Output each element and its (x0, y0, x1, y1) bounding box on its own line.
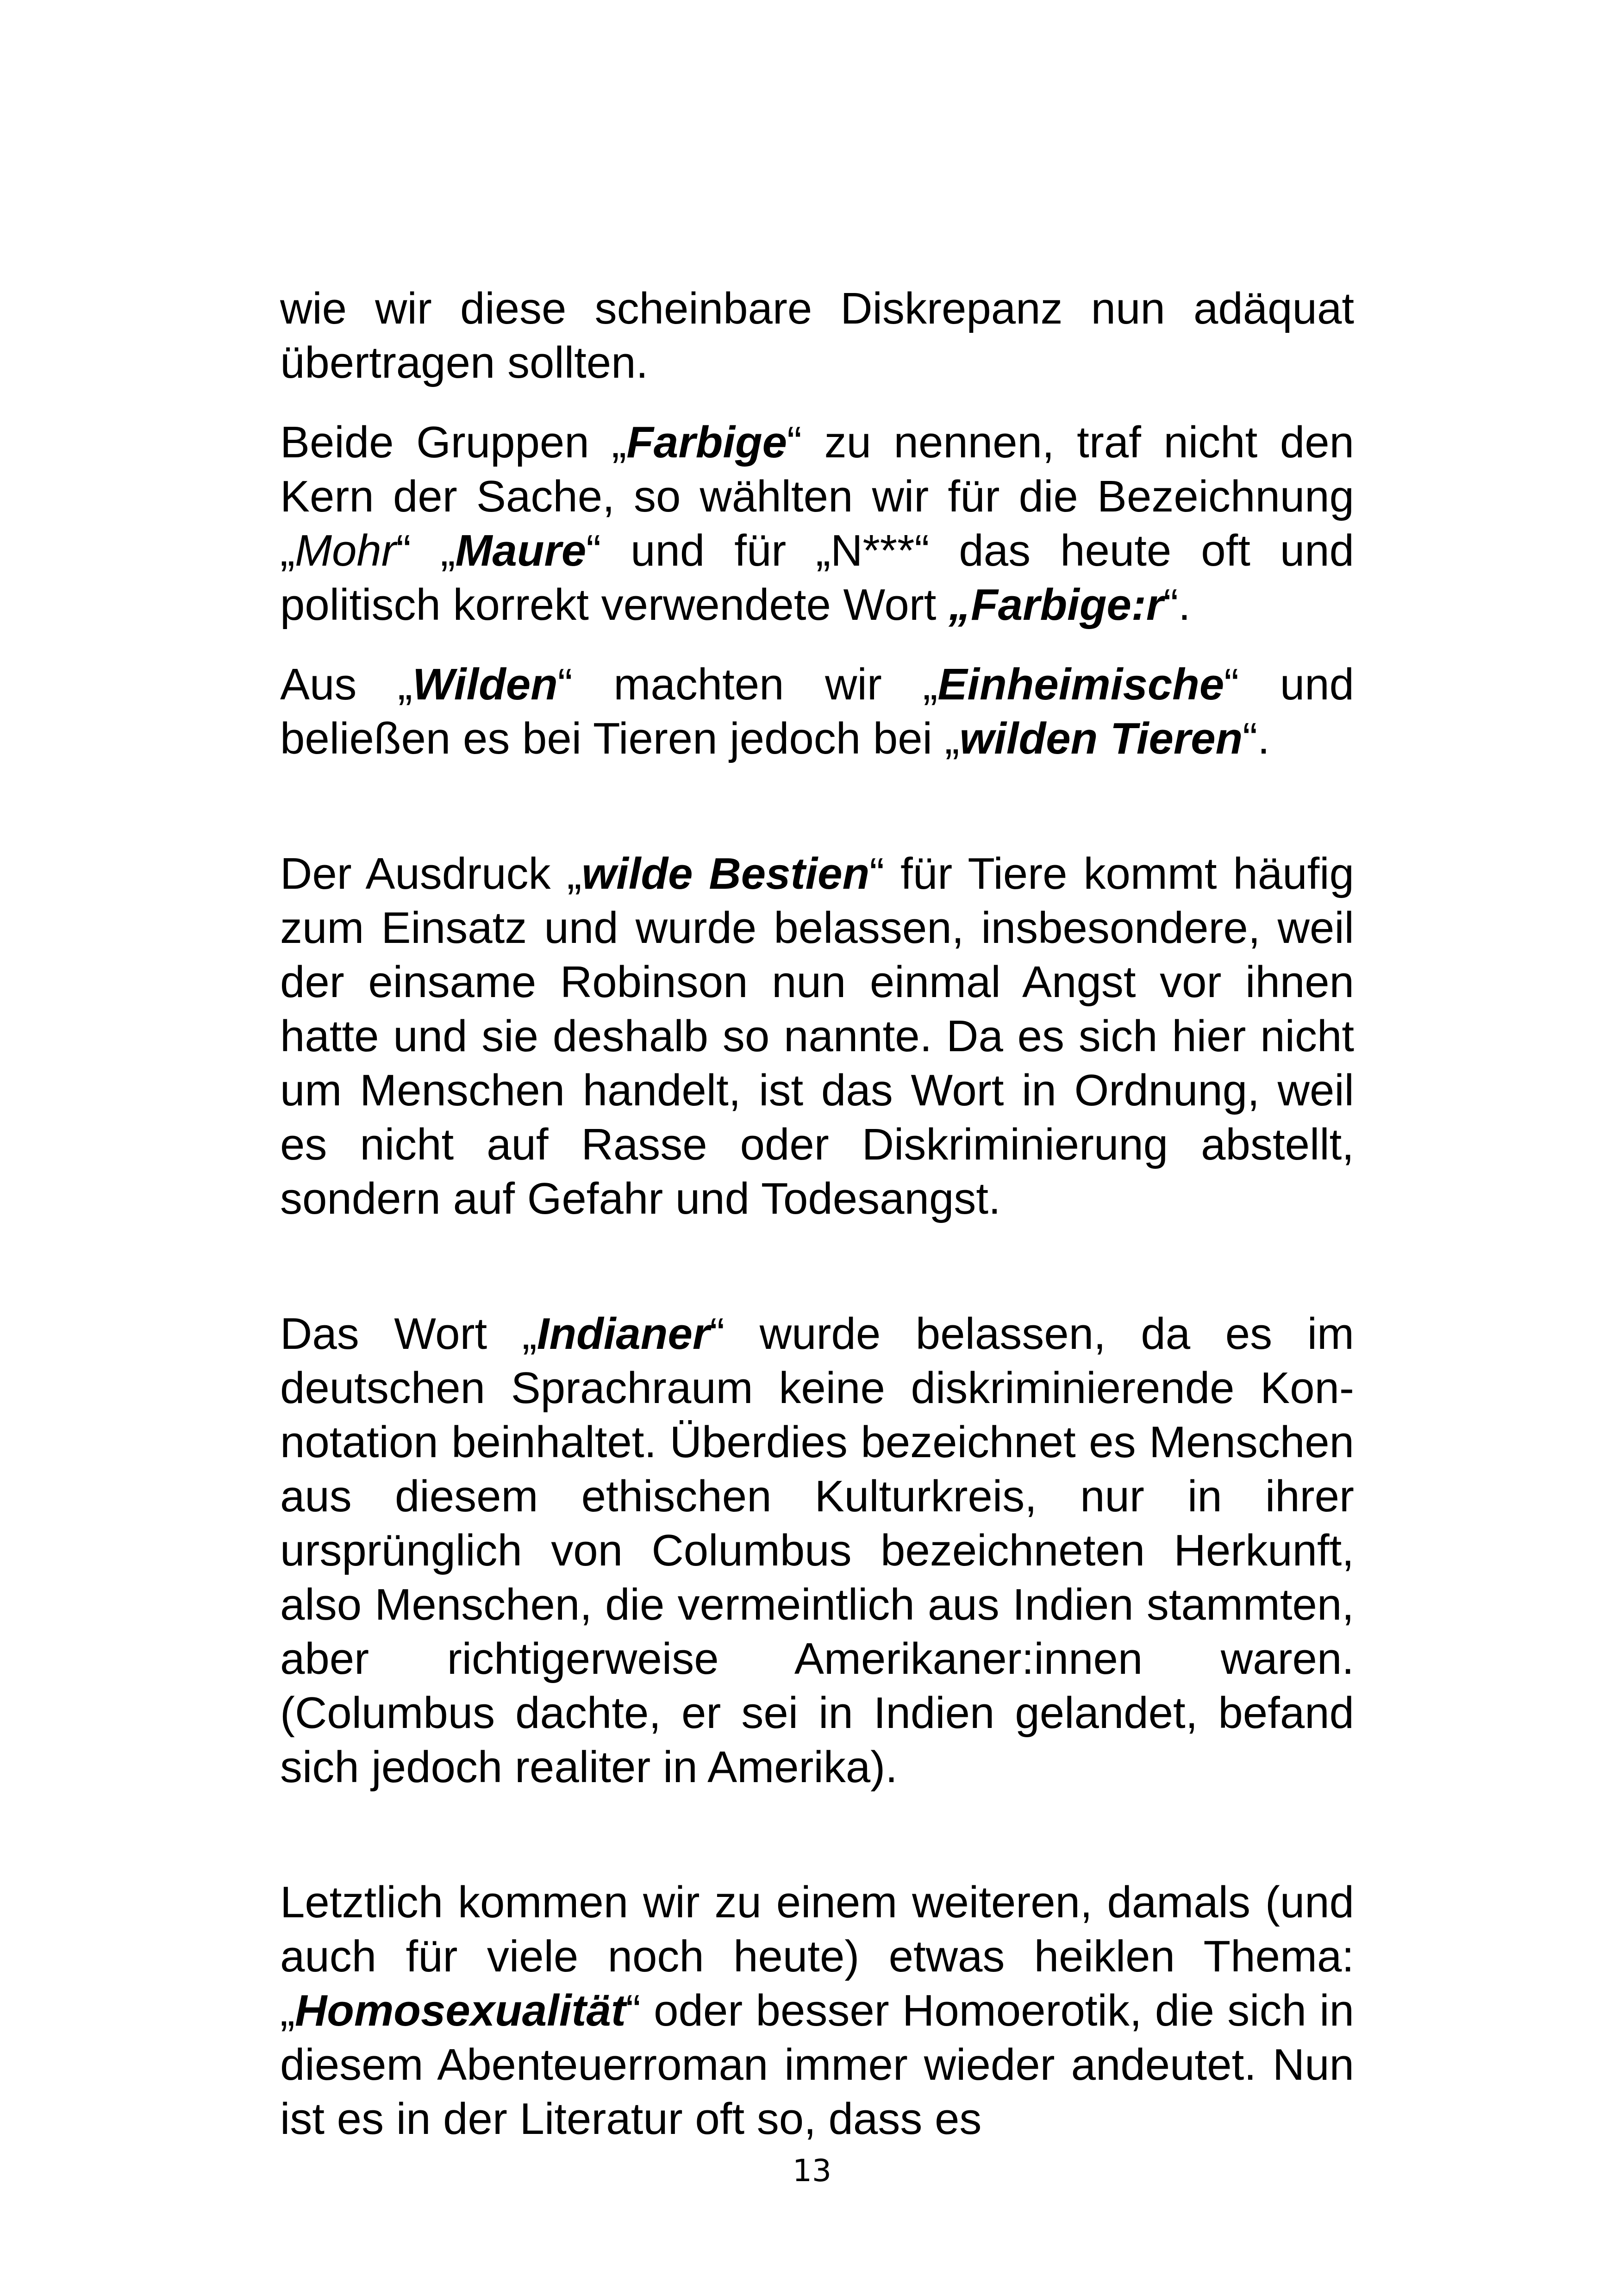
paragraph-6 (280, 1875, 1354, 2146)
text-run: “ und für „N***“ das heute oft und politisch korrekt verwendete Wort (280, 526, 1355, 630)
page-number: 13 (793, 2153, 831, 2189)
emphasized-term: Maure (455, 526, 587, 575)
emphasized-term: Einheimische (937, 660, 1224, 709)
paragraph-3 (280, 657, 1354, 766)
text-run: “ wurde belassen, da es im deutschen Sprachraum keine diskriminierende Konnotation beinhaltet. Überdies bezeichnet es Menschen aus diesem ethischen Kulturkreis, nur in ihrer ursprünglich von Columbus bezeichneten Herkunft, also Menschen, die vermeintlich aus Indien stammten, aber richtigerweise Amerikaner:innen waren. (Columbus dachte, er sei in Indien gelandet, befand sich jedoch realiter in Amerika). (280, 1309, 1355, 1792)
text-run: “. (1243, 714, 1270, 763)
emphasized-term: wilden Tieren (959, 714, 1243, 763)
text-run: “ oder besser Homoerotik, die sich in diesem Abenteuerroman immer wieder andeutet. Nun ist es in der Literatur oft so, dass es (280, 1986, 1354, 2144)
emphasized-term: „Farbige:r (949, 580, 1164, 630)
emphasized-term: Farbige (626, 418, 787, 467)
paragraph-4 (280, 847, 1354, 1226)
paragraph-1 (280, 281, 1354, 390)
text-run: “ und beließen es bei Tieren jedoch bei „ (280, 660, 1355, 763)
paragraph-2 (280, 415, 1354, 632)
text-run: “ für Tiere kommt häufig zum Einsatz und wurde belassen, insbesondere, weil der einsame Robinson nun einmal Angst vor ihnen hatte und sie deshalb so nannte. Da es sich hier nicht um Menschen handelt, ist das Wort in Ordnung, weil es nicht auf Rasse oder Diskriminierung abstellt, sondern auf Gefahr und Todesangst. (280, 849, 1355, 1223)
body-text (280, 281, 1354, 2146)
paragraph-5 (280, 1307, 1354, 1794)
text-run: “ machten wir „ (557, 660, 938, 709)
emphasized-term: Indianer (537, 1309, 710, 1359)
emphasized-term: wilde Bestien (581, 849, 870, 898)
italic-term: Mohr (294, 526, 396, 575)
emphasized-term: Homosexualität (294, 1986, 626, 2035)
text-run: “. (1163, 580, 1191, 630)
text-run: Das Wort „ (280, 1309, 537, 1359)
text-run: wie wir diese scheinbare Diskrepanz nun adäquat übertragen sollten. (280, 284, 1354, 387)
emphasized-term: Wilden (412, 660, 558, 709)
text-run: Beide Gruppen „ (280, 418, 627, 467)
text-run: Letztlich kommen wir zu einem weiteren, damals (und auch für viele noch heute) etwas heiklen Thema: „ (280, 1877, 1354, 2035)
text-run: Der Ausdruck „ (280, 849, 582, 898)
text-run: “ zu nennen, traf nicht den Kern der Sache, so wählten wir für die Bezeichnung „ (280, 418, 1355, 575)
text-run: Aus „ (280, 660, 412, 709)
text-run: “ „ (396, 526, 456, 575)
